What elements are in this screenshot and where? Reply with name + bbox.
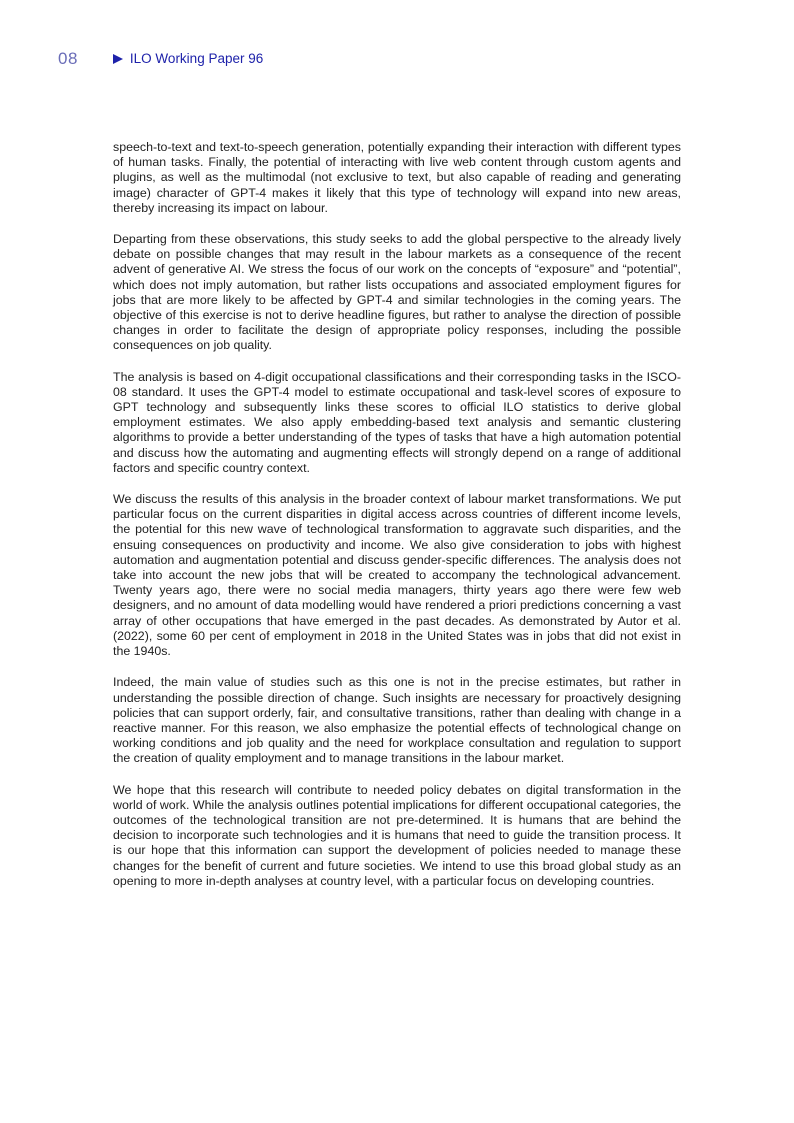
body-text-column	[113, 140, 681, 905]
body-paragraph: The analysis is based on 4-digit occupational classifications and their corresponding tasks in the ISCO-08 standard. It uses the GPT-4 model to estimate occupational and task-level scores of exposure to GPT technology and subsequently links these scores to official ILO statistics to derive global employment estimates. We also apply embedding-based text analysis and semantic clustering algorithms to provide a better understanding of the types of tasks that have a high automation potential and discuss how the automating and augmenting effects will strongly depend on a range of additional factors and specific country context.	[113, 369, 681, 475]
body-paragraph: We hope that this research will contribute to needed policy debates on digital transformation in the world of work. While the analysis outlines potential implications for different occupational categories, the outcomes of the technological transition are not pre-determined. It is humans that are behind the decision to incorporate such technologies and it is humans that need to guide the transition process. It is our hope that this information can support the development of policies needed to manage these changes for the benefit of current and future societies. We intend to use this broad global study as an opening to more in-depth analyses at country level, with a particular focus on developing countries.	[113, 782, 681, 888]
body-paragraph: Indeed, the main value of studies such as this one is not in the precise estimates, but rather in understanding the possible direction of change. Such insights are necessary for proactively designing policies that can support orderly, fair, and consultative transitions, rather than dealing with change in a reactive manner. For this reason, we also emphasize the potential effects of technological change on working conditions and job quality and the need for workplace consultation and regulation to support the creation of quality employment and to manage transitions in the labour market.	[113, 675, 681, 766]
right-triangle-icon	[113, 54, 123, 64]
body-paragraph: speech-to-text and text-to-speech generation, potentially expanding their interaction with different types of human tasks. Finally, the potential of interacting with live web content through custom agents and plugins, as well as the multimodal (not exclusive to text, but also capable of reading and generating image) character of GPT-4 makes it likely that this type of technology will expand into new areas, thereby increasing its impact on labour.	[113, 140, 681, 215]
header-title: ILO Working Paper 96	[129, 50, 264, 66]
page-number: 08	[58, 49, 78, 68]
body-paragraph: Departing from these observations, this study seeks to add the global perspective to the already lively debate on possible changes that may result in the labour markets as a consequence of the recent advent of generative AI. We stress the focus of our work on the concepts of “exposure” and “potential”, which does not imply automation, but rather lists occupations and associated employment figures for jobs that are more likely to be affected by GPT-4 and similar technologies in the coming years. The objective of this exercise is not to derive headline figures, but rather to analyse the direction of possible changes in order to facilitate the design of appropriate policy responses, including the possible consequences on job quality.	[113, 232, 681, 353]
header-title-group	[113, 52, 263, 66]
page-header	[58, 50, 263, 67]
body-paragraph: We discuss the results of this analysis in the broader context of labour market transformations. We put particular focus on the current disparities in digital access across countries of different income levels, the potential for this new wave of technological transformation to aggravate such disparities, and the ensuing consequences on productivity and income. We also give consideration to jobs with highest automation and augmentation potential and discuss gender-specific differences. The analysis does not take into account the new jobs that will be created to accompany the technological advancement. Twenty years ago, there were no social media managers, thirty years ago there were few web designers, and no amount of data modelling would have rendered a priori predictions concerning a vast array of other occupations that have emerged in the past decades. As demonstrated by Autor et al. (2022), some 60 per cent of employment in 2018 in the United States was in jobs that did not exist in the 1940s.	[113, 492, 681, 659]
